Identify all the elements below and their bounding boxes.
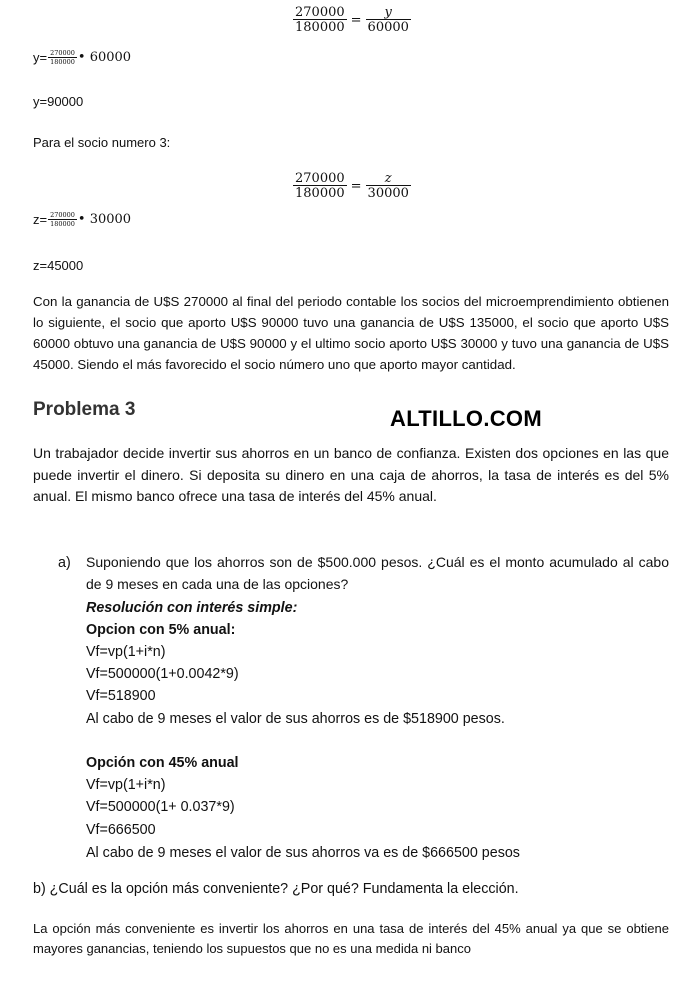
option-2-result: Vf=666500 — [86, 822, 156, 838]
question-a-marker: a) — [58, 555, 71, 571]
answer-b: La opción más conveniente es invertir los ahorros en una tasa de interés del 45% anual ya que se obtiene mayores ganancias, teniendo los supuestos que no es una medida ni banco — [33, 921, 669, 956]
equation-2: $\frac{270000}{180000}$ = $\frac{z}{30000}$ — [295, 171, 409, 201]
equation-1: $\frac{270000}{180000}$ = $\frac{y}{60000}$ — [295, 5, 409, 35]
equation-2-fraction-right: $\frac{z}{30000}$ — [367, 171, 409, 201]
conclusion-paragraph: Con la ganancia de U$S 270000 al final del periodo contable los socios del microemprendimiento obtienen lo siguiente, el socio que aporto U$S 90000 tuvo una ganancia de U$S 135000, el socio que aporto U$S 60000 obtuvo una ganancia de U$S 90000 y el ultimo socio aporto U$S 30000 y tuvo una ganancia de U$S 45000. Siendo el más favorecido el socio número uno que aporto mayor cantidad. — [33, 294, 669, 372]
result-z: z=45000 — [33, 258, 84, 273]
equation-2-calc: z= $\frac{270000}{180000}$ • 30000 — [33, 211, 132, 228]
equation-1-fraction-left: $\frac{270000}{180000}$ — [295, 5, 345, 35]
watermark: ALTILLO.COM — [390, 406, 542, 431]
problem-statement: Un trabajador decide invertir sus ahorros en un banco de confianza. Existen dos opciones en las que puede invertir el dinero. Si deposita su dinero en una caja de ahorros, la tasa de interés es del 5% anual. El mismo banco ofrece una tasa de interés del 45% anual. — [33, 445, 669, 504]
resolution-title: Resolución con interés simple: — [86, 600, 298, 616]
option-1-conclusion: Al cabo de 9 meses el valor de sus ahorros es de $518900 pesos. — [86, 711, 505, 727]
question-b: b) ¿Cuál es la opción más conveniente? ¿Por qué? Fundamenta la elección. — [33, 881, 519, 897]
equation-2-fraction-left: $\frac{270000}{180000}$ — [295, 171, 345, 201]
socio-3-label: Para el socio numero 3: — [33, 135, 171, 150]
option-2-formula: Vf=vp(1+i*n) — [86, 777, 166, 793]
result-y: y=90000 — [33, 94, 84, 109]
option-1-substitution: Vf=500000(1+0.0042*9) — [86, 666, 239, 682]
option-1-formula: Vf=vp(1+i*n) — [86, 644, 166, 660]
equation-1-calc: y= $\frac{270000}{180000}$ • 60000 — [33, 49, 132, 66]
question-a-text: Suponiendo que los ahorros son de $500.000 pesos. ¿Cuál es el monto acumulado al cabo de 9 meses en cada una de las opciones? — [86, 554, 669, 592]
option-2-conclusion: Al cabo de 9 meses el valor de sus ahorros va es de $666500 pesos — [86, 845, 520, 861]
option-1-result: Vf=518900 — [86, 688, 156, 704]
option-2-title: Opción con 45% anual — [86, 755, 239, 771]
option-2-substitution: Vf=500000(1+ 0.037*9) — [86, 799, 235, 815]
option-1-title: Opcion con 5% anual: — [86, 622, 236, 638]
equation-1-fraction-right: $\frac{y}{60000}$ — [367, 5, 409, 35]
problem-3-heading: Problema 3 — [33, 399, 136, 420]
